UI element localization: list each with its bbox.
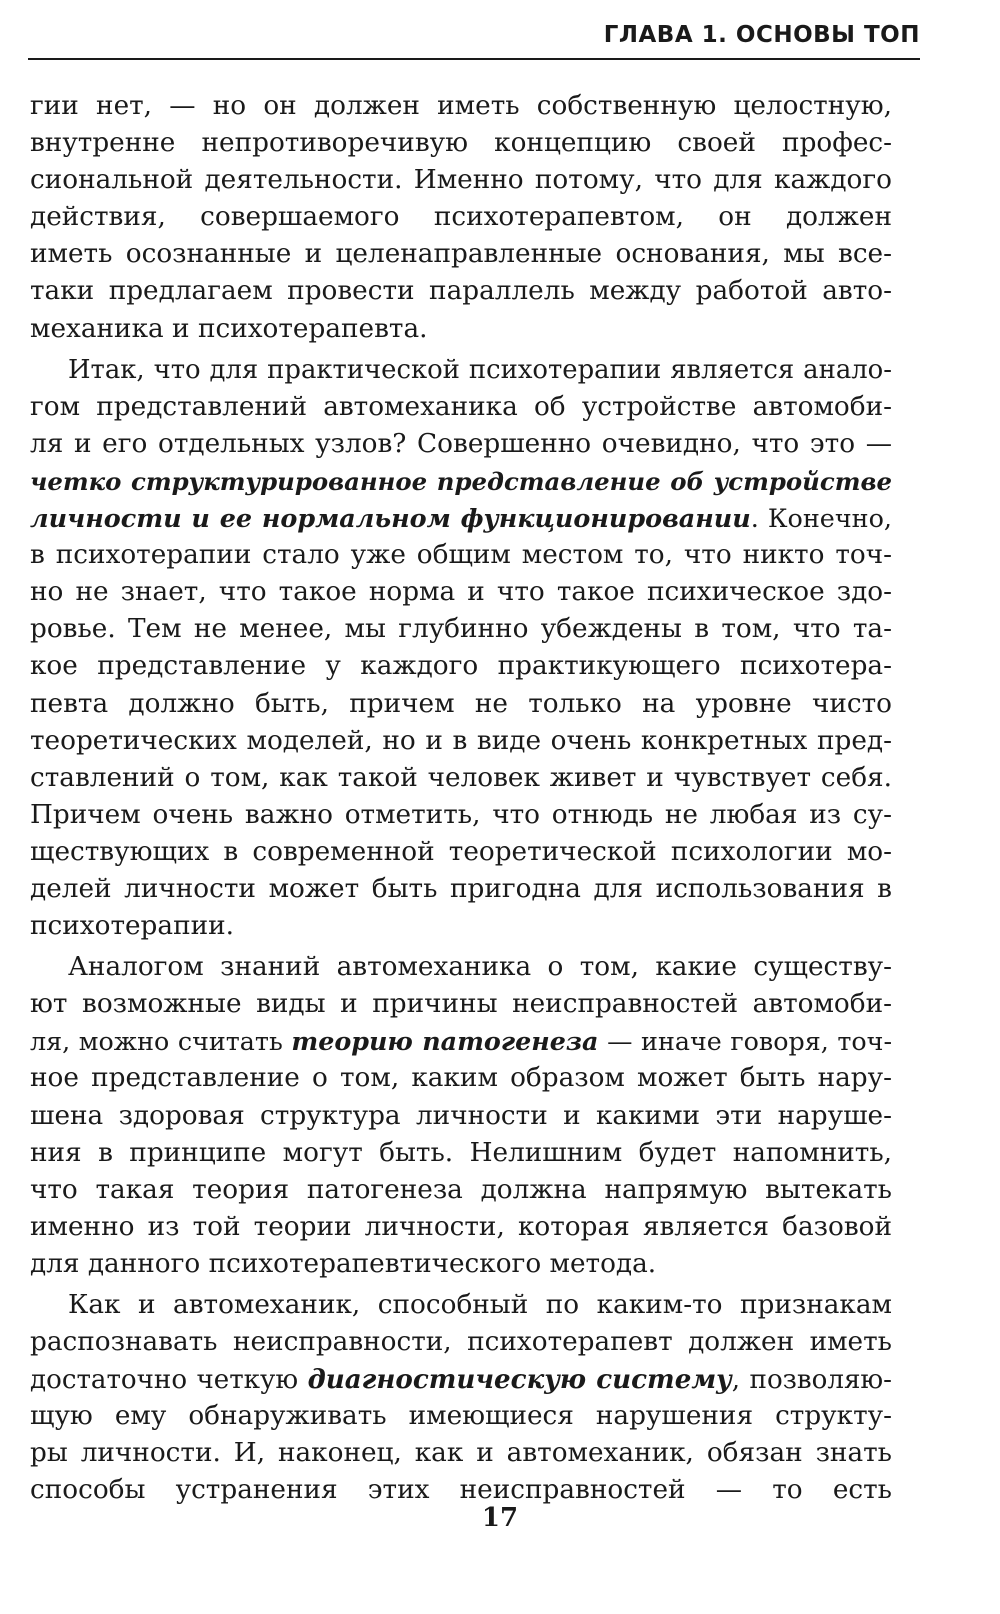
running-header: ГЛАВА 1. ОСНОВЫ ТОП [28, 22, 920, 60]
text-line: ля и его отдельных узлов? Совершенно очевидно, что это — [30, 428, 892, 459]
text-line: теоретических моделей, но и в виде очень конкретных пред- [30, 725, 892, 756]
paragraph [30, 949, 892, 1283]
emphasis-text: теорию патогенеза [291, 1026, 599, 1057]
text-line [30, 1361, 892, 1398]
paragraph [30, 88, 892, 348]
text-line: но не знает, что такое норма и что такое психическое здо- [30, 577, 892, 608]
emphasis-line: четко структурированное представление об устройстве [30, 466, 892, 496]
paragraph [30, 352, 892, 946]
text-line: Причем очень важно отметить, что отнюдь не любая из су- [30, 799, 892, 830]
text-line: ры личности. И, наконец, как и автомеханик, обязан знать [30, 1438, 892, 1469]
text-head: достаточно четкую [30, 1365, 308, 1396]
paragraph [30, 1287, 892, 1510]
text-line: способы устранения этих неисправностей — то есть [30, 1475, 892, 1506]
text-tail: . Конечно, [750, 503, 892, 534]
text-line: певта должно быть, причем не только на уровне чисто [30, 688, 892, 719]
text-line: ния в принципе могут быть. Нелишним будет напомнить, [30, 1137, 892, 1168]
text-line: ставлений о том, как такой человек живет и чувствует себя. [30, 762, 892, 793]
text-line: делей личности может быть пригодна для использования в [30, 873, 892, 904]
text-line: гом представлений автомеханика об устройстве автомоби- [30, 391, 892, 422]
text-line: иметь осознанные и целенаправленные основания, мы все- [30, 239, 892, 270]
text-line: действия, совершаемого психотерапевтом, он должен [30, 202, 892, 233]
text-tail: — иначе говоря, точ- [598, 1026, 893, 1057]
text-line: ное представление о том, каким образом может быть нару- [30, 1063, 892, 1094]
text-line: сиональной деятельности. Именно потому, что для каждого [30, 165, 892, 196]
text-line [30, 1023, 892, 1060]
text-line: шена здоровая структура личности и какими эти наруше- [30, 1100, 892, 1131]
text-line: ровье. Тем не менее, мы глубинно убеждены в том, что та- [30, 614, 892, 645]
text-line: что такая теория патогенеза должна напрямую вытекать [30, 1174, 892, 1205]
text-line: Аналогом знаний автомеханика о том, какие существу- [68, 952, 892, 983]
text-line [30, 500, 892, 537]
text-line: распознавать неисправности, психотерапевт должен иметь [30, 1327, 892, 1358]
text-line: ществующих в современной теоретической психологии мо- [30, 836, 892, 867]
text-line: таки предлагаем провести параллель между работой авто- [30, 276, 892, 307]
text-line: щую ему обнаруживать имеющиеся нарушения структу- [30, 1401, 892, 1432]
page-body [30, 88, 892, 1510]
text-line: кое представление у каждого практикующего психотера- [30, 651, 892, 682]
text-tail: , позволяю- [731, 1365, 893, 1396]
text-line: психотерапии. [30, 911, 235, 942]
text-line: внутренне непротиворечивую концепцию своей профес- [30, 128, 892, 159]
text-line: именно из той теории личности, которая является базовой [30, 1211, 892, 1242]
emphasis-text: личности и ее нормальном функционировании [30, 503, 751, 534]
text-line: в психотерапии стало уже общим местом то, что никто точ- [30, 540, 892, 571]
text-line: Итак, что для практической психотерапии является анало- [68, 354, 892, 385]
text-line: для данного психотерапевтического метода. [30, 1248, 657, 1279]
text-head: ля, можно считать [30, 1026, 292, 1057]
text-line: гии нет, — но он должен иметь собственную целостную, [30, 91, 892, 121]
page-number: 17 [481, 1503, 519, 1533]
text-line: Как и автомеханик, способный по каким-то признакам [68, 1290, 892, 1320]
text-line: механика и психотерапевта. [30, 313, 428, 344]
emphasis-text: диагностическую систему [307, 1364, 732, 1396]
text-line: ют возможные виды и причины неисправностей автомоби- [30, 989, 892, 1020]
